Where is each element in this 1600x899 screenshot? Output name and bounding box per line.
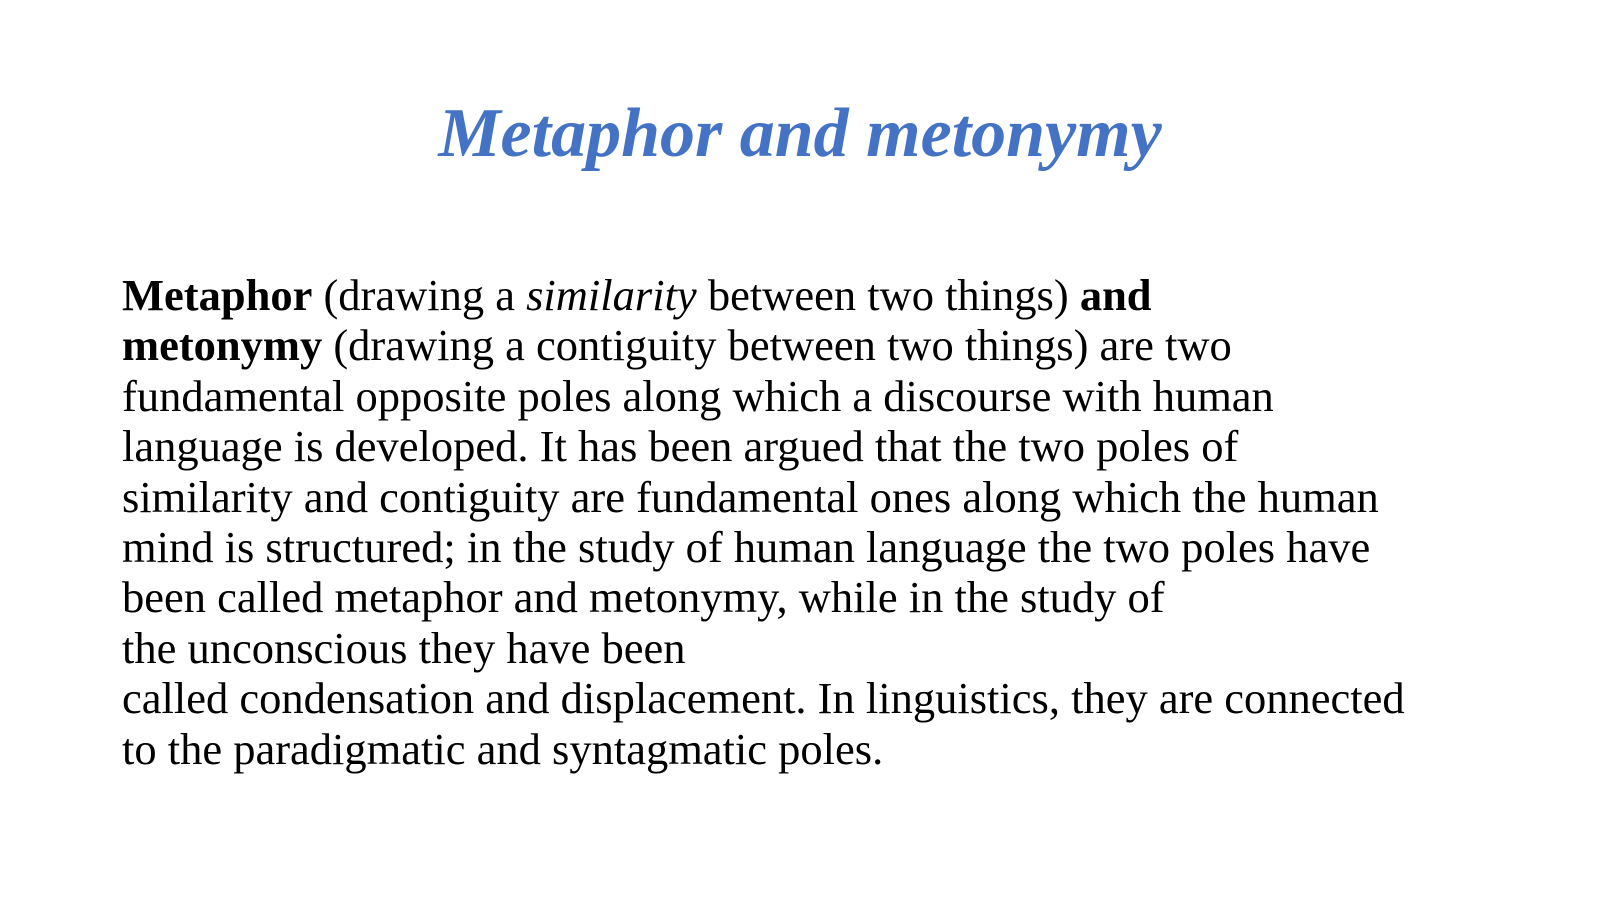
body-segment: (drawing a contiguity between two things) are two [322,320,1232,371]
slide-title: Metaphor and metonymy [438,95,1162,172]
body-line-2 [122,320,1522,370]
body-line-4: language is developed. It has been argued that the two poles of [122,421,1239,472]
body-segment: (drawing a [312,270,527,320]
body-line-1 [122,270,1522,320]
slide-body-paragraph [122,270,1522,774]
body-line-5: similarity and contiguity are fundamental ones along which the human [122,471,1379,522]
term-and: and [1079,270,1152,320]
body-line-10: to the paradigmatic and syntagmatic poles. [122,723,884,774]
emphasis-similarity: similarity [526,270,697,320]
body-line-6: mind is structured; in the study of human language the two poles have [122,521,1371,572]
body-line-8: the unconscious they have been [122,622,686,673]
term-metonymy: metonymy [122,320,323,371]
body-segment: between two things) [696,270,1080,320]
term-metaphor: Metaphor [122,270,313,320]
body-line-7: been called metaphor and metonymy, while in the study of [122,572,1165,623]
body-line-3: fundamental opposite poles along which a discourse with human [122,370,1274,421]
body-line-9: called condensation and displacement. In linguistics, they are connected [122,673,1405,724]
